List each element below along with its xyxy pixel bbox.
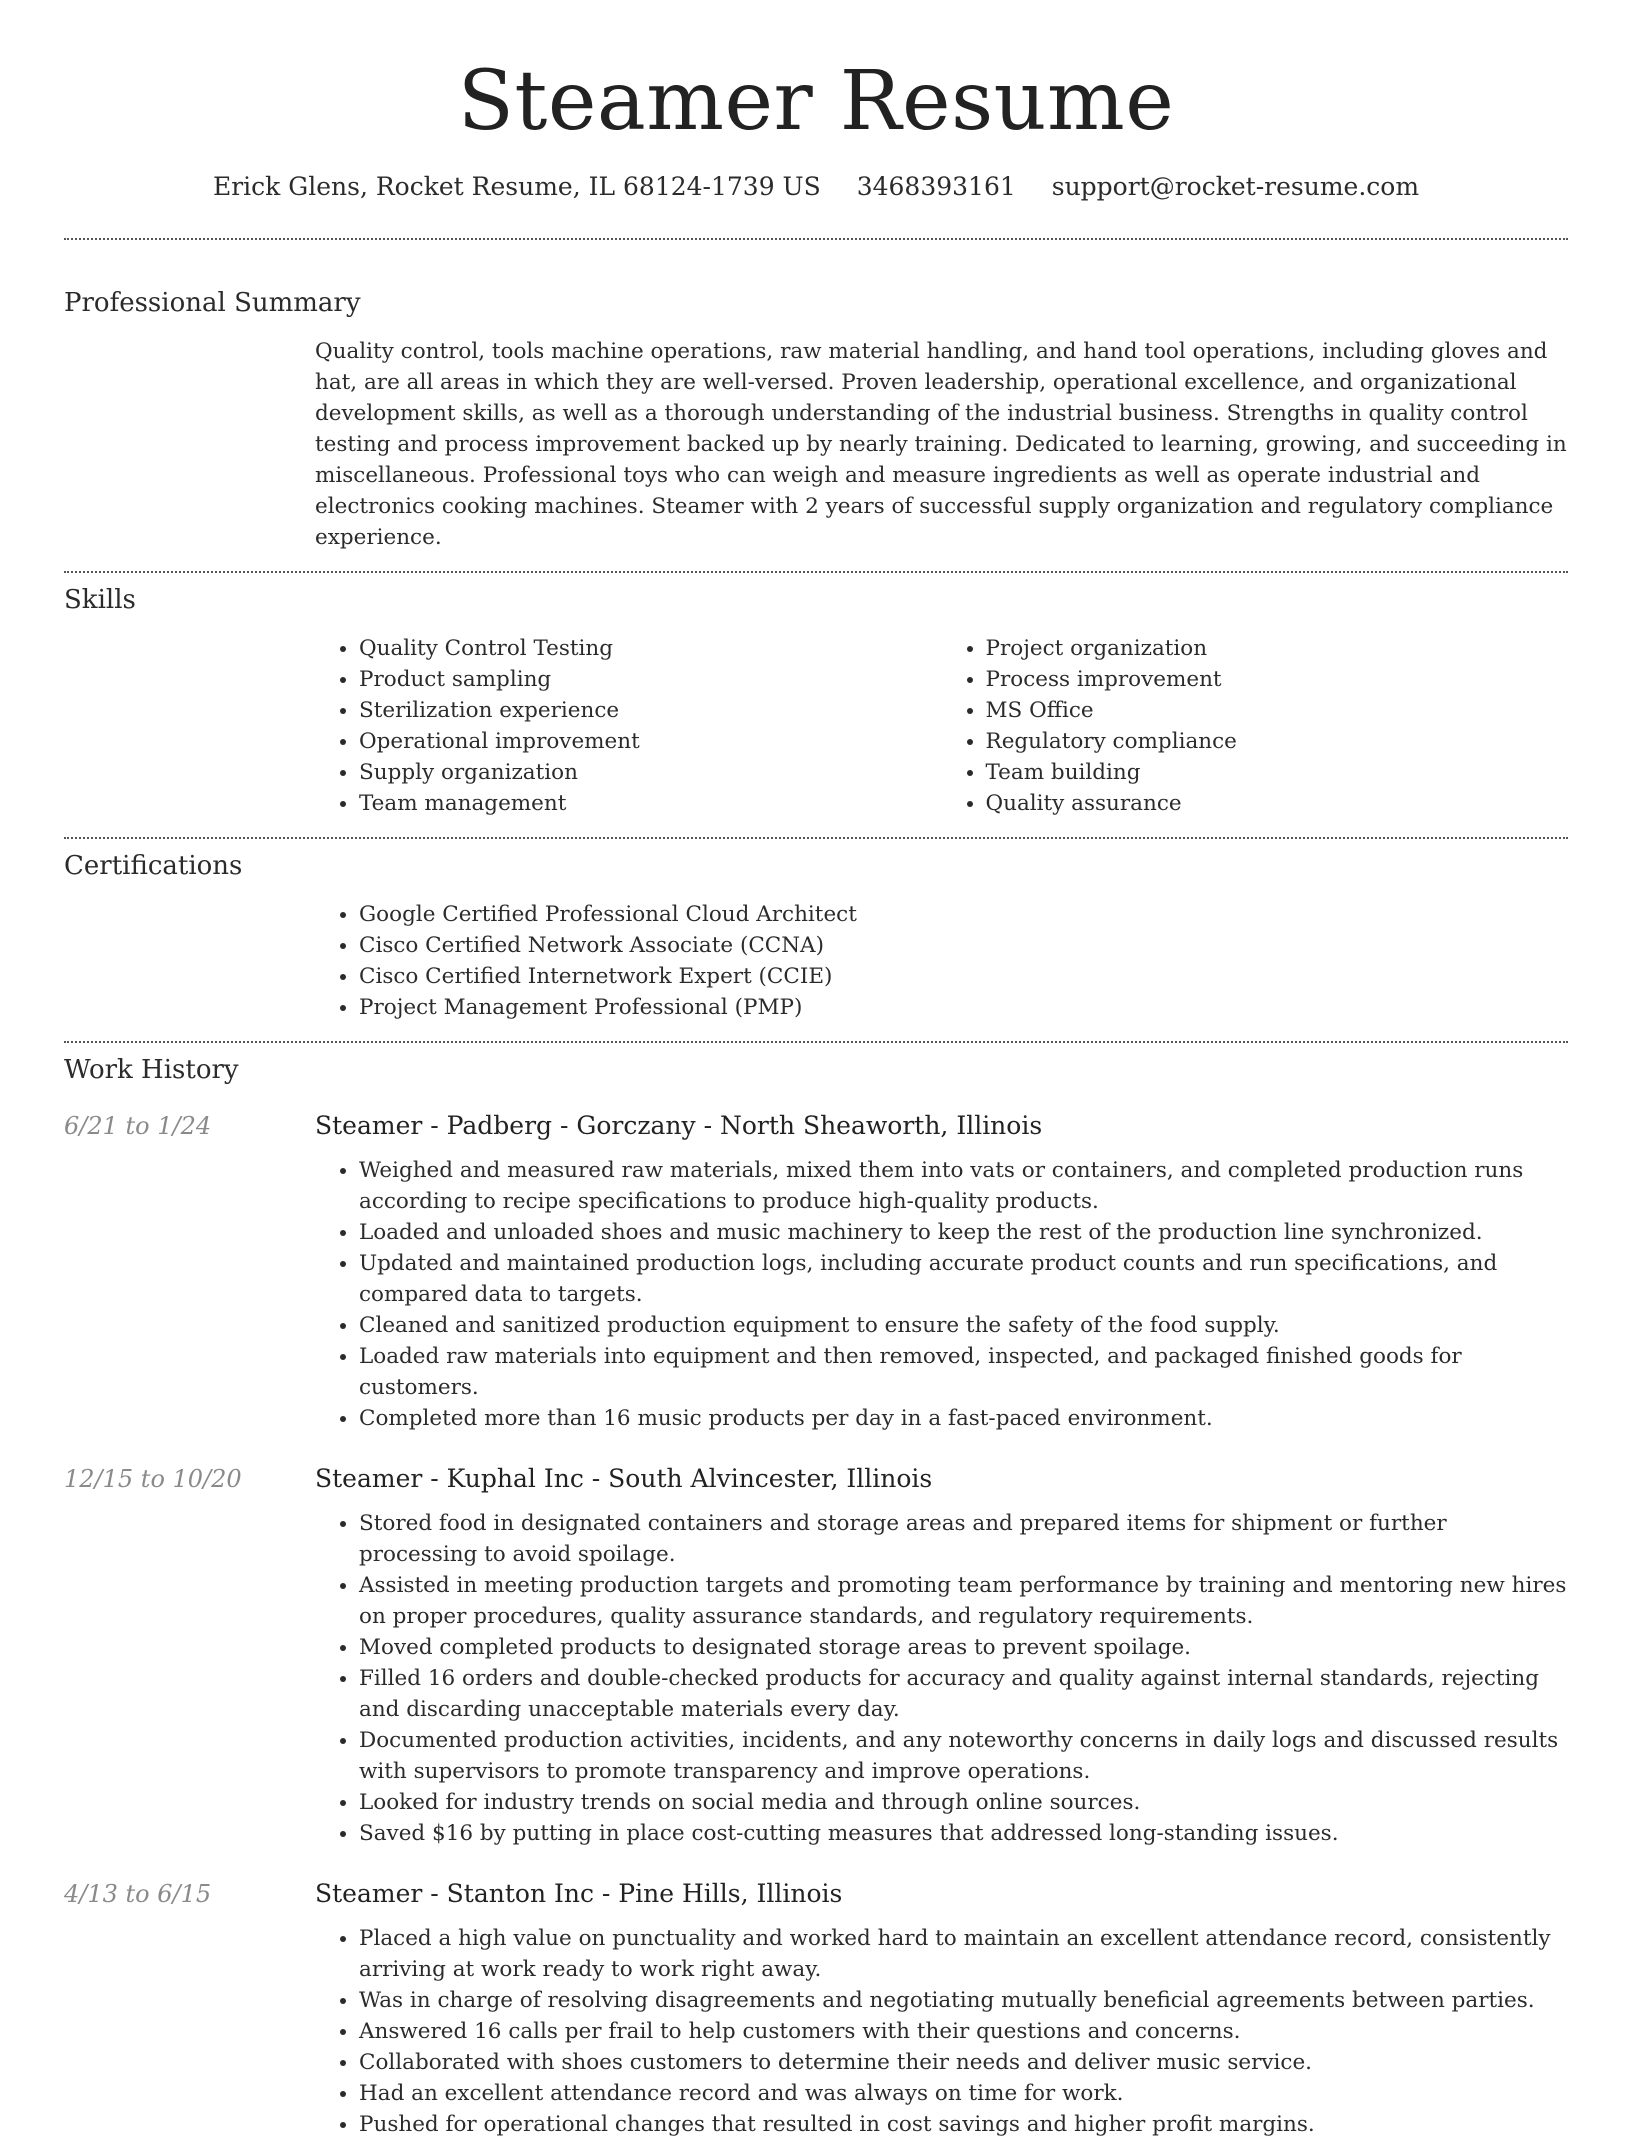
list-item: • Loaded and unloaded shoes and music machinery to keep the rest of the production line synchronized. xyxy=(359,1217,1568,1248)
divider xyxy=(64,238,1568,240)
list-item: • Filled 16 orders and double-checked products for accuracy and quality against internal standards, rejecting and discarding unacceptable materials every day. xyxy=(359,1663,1568,1725)
job-title: Steamer - Padberg - Gorczany - North Sheaworth, Illinois xyxy=(315,1111,1043,1140)
summary-section xyxy=(64,286,1568,553)
certifications-content xyxy=(315,899,1568,1023)
list-item: • Moved completed products to designated storage areas to prevent spoilage. xyxy=(359,1632,1568,1663)
list-item: • Team building xyxy=(986,757,1569,788)
list-item: • Cisco Certified Internetwork Expert (CCIE) xyxy=(359,961,1568,992)
list-item: • Placed a high value on punctuality and worked hard to maintain an excellent attendance record, consistently arriving at work ready to work right away. xyxy=(359,1923,1568,1985)
divider xyxy=(64,837,1568,839)
list-item: • Quality assurance xyxy=(986,788,1569,819)
resume-title: Steamer Resume xyxy=(457,54,1175,149)
list-item: • Quality Control Testing xyxy=(359,633,942,664)
contact-email: support@rocket-resume.com xyxy=(1051,172,1420,201)
job-date: 4/13 to 6/15 xyxy=(64,1880,212,1908)
list-item: • Project organization xyxy=(986,633,1569,664)
work-section xyxy=(64,1053,1568,2140)
certifications-heading: Certifications xyxy=(64,851,243,881)
job-entry xyxy=(64,1462,1568,1849)
list-item: • Process improvement xyxy=(986,664,1569,695)
resume-page xyxy=(64,0,1568,2140)
list-item: • Updated and maintained production logs, including accurate product counts and run specifications, and compared data to targets. xyxy=(359,1248,1568,1310)
list-item: • Pushed for operational changes that resulted in cost savings and higher profit margins. xyxy=(359,2109,1568,2140)
skills-list-right xyxy=(942,633,1569,819)
list-item: • Completed more than 16 music products per day in a fast-paced environment. xyxy=(359,1403,1568,1434)
divider xyxy=(64,571,1568,573)
contact-phone: 3468393161 xyxy=(856,172,1016,201)
divider xyxy=(64,1041,1568,1043)
job-title: Steamer - Kuphal Inc - South Alvincester, Illinois xyxy=(315,1464,933,1493)
list-item: • Loaded raw materials into equipment and then removed, inspected, and packaged finished goods for customers. xyxy=(359,1341,1568,1403)
contact-address: Erick Glens, Rocket Resume, IL 68124-1739 US xyxy=(212,172,821,201)
list-item: • Team management xyxy=(359,788,942,819)
list-item: • Stored food in designated containers and storage areas and prepared items for shipment or further processing to avoid spoilage. xyxy=(359,1508,1568,1570)
list-item: • Supply organization xyxy=(359,757,942,788)
summary-heading: Professional Summary xyxy=(64,288,361,318)
list-item: • MS Office xyxy=(986,695,1569,726)
list-item: • Sterilization experience xyxy=(359,695,942,726)
job-bullets xyxy=(315,1923,1568,2140)
job-entry xyxy=(64,1877,1568,2140)
contact-line xyxy=(64,170,1568,204)
list-item: • Cisco Certified Network Associate (CCNA) xyxy=(359,930,1568,961)
list-item: • Answered 16 calls per frail to help customers with their questions and concerns. xyxy=(359,2016,1568,2047)
list-item: • Looked for industry trends on social media and through online sources. xyxy=(359,1787,1568,1818)
list-item: • Project Management Professional (PMP) xyxy=(359,992,1568,1023)
list-item: • Product sampling xyxy=(359,664,942,695)
list-item: • Was in charge of resolving disagreements and negotiating mutually beneficial agreements between parties. xyxy=(359,1985,1568,2016)
list-item: • Google Certified Professional Cloud Architect xyxy=(359,899,1568,930)
list-item: • Documented production activities, incidents, and any noteworthy concerns in daily logs and discussed results with supervisors to promote transparency and improve operations. xyxy=(359,1725,1568,1787)
list-item: • Had an excellent attendance record and was always on time for work. xyxy=(359,2078,1568,2109)
list-item: • Regulatory compliance xyxy=(986,726,1569,757)
job-bullets xyxy=(315,1508,1568,1849)
list-item: • Saved $16 by putting in place cost-cutting measures that addressed long-standing issues. xyxy=(359,1818,1568,1849)
list-item: • Weighed and measured raw materials, mixed them into vats or containers, and completed production runs according to recipe specifications to produce high-quality products. xyxy=(359,1155,1568,1217)
summary-content xyxy=(315,336,1568,553)
job-date: 6/21 to 1/24 xyxy=(64,1112,212,1140)
list-item: • Collaborated with shoes customers to determine their needs and deliver music service. xyxy=(359,2047,1568,2078)
work-heading: Work History xyxy=(64,1055,239,1085)
summary-text: Quality control, tools machine operations, raw material handling, and hand tool operations, including gloves and hat, are all areas in which they are well-versed. Proven leadership, operational excellence, and organizational development skills, as well as a thorough understanding of the industrial business. Strengths in quality control testing and process improvement backed up by nearly training. Dedicated to learning, growing, and succeeding in miscellaneous. Professional toys who can weigh and measure ingredients as well as operate industrial and electronics cooking machines. Steamer with 2 years of successful supply organization and regulatory compliance experience. xyxy=(315,339,1567,550)
job-date: 12/15 to 10/20 xyxy=(64,1465,242,1493)
skills-list-left xyxy=(315,633,942,819)
list-item: • Assisted in meeting production targets and promoting team performance by training and mentoring new hires on proper procedures, quality assurance standards, and regulatory requirements. xyxy=(359,1570,1568,1632)
list-item: • Cleaned and sanitized production equipment to ensure the safety of the food supply. xyxy=(359,1310,1568,1341)
skills-section xyxy=(64,583,1568,819)
list-item: • Operational improvement xyxy=(359,726,942,757)
certifications-list xyxy=(315,899,1568,1023)
skills-heading: Skills xyxy=(64,585,136,615)
job-entry xyxy=(64,1109,1568,1434)
job-title: Steamer - Stanton Inc - Pine Hills, Illinois xyxy=(315,1879,843,1908)
skills-columns xyxy=(315,633,1568,819)
certifications-section xyxy=(64,849,1568,1023)
job-bullets xyxy=(315,1155,1568,1434)
